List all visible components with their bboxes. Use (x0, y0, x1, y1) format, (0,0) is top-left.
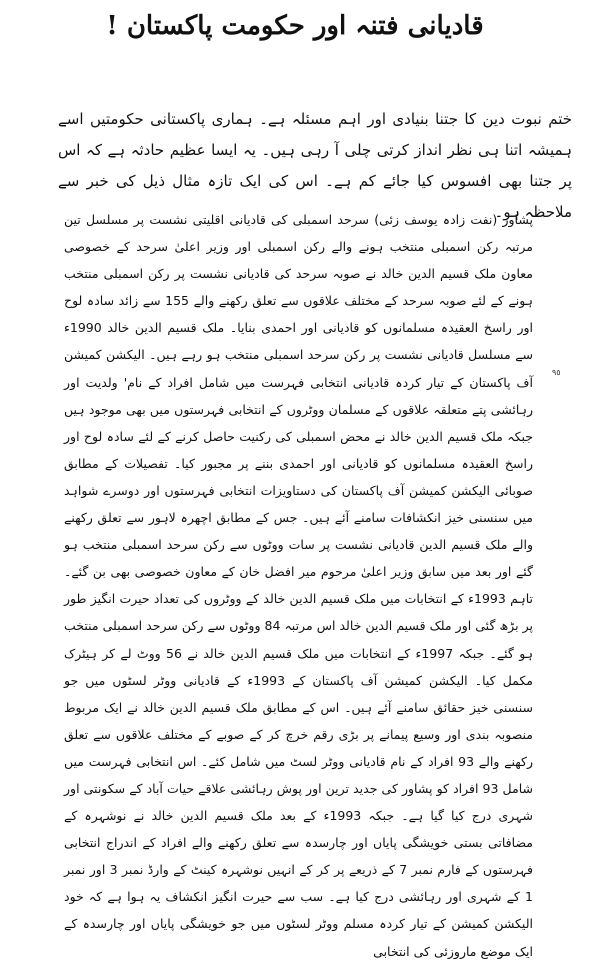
news-report (64, 206, 533, 965)
dateline: پشاور (نفت زادہ یوسف زئی) (374, 212, 533, 227)
news-body: سرحد اسمبلی کی قادیانی اقلیتی نشست پر مسلسل تین مرتبہ رکن اسمبلی منتخب ہونے والے رکن اسمبلی اور وزیر اعلیٰ سرحد کے خصوصی معاون ملک قسیم الدین خالد نے صوبہ سرحد کی قادیانی نشست پر رکن اسمبلی منتخب ہونے کے لئے صوبہ سرحد کے مختلف علاقوں سے تعلق رکھنے والے 155 سے زائد سادہ لوح اور راسخ العقیدہ مسلمانوں کو قادیانی اور احمدی بنایا۔ ملک قسیم الدین خالد 1990ء سے مسلسل قادیانی نشست پر رکن سرحد اسمبلی منتخب ہو رہے ہیں۔ الیکشن کمیشن آف پاکستان کے تیار کردہ قادیانی انتخابی فہرست میں شامل افراد کے نام' ولدیت اور رہائشی پتے متعلقہ علاقوں کے مسلمان ووٹروں کے انتخابی فہرستوں میں بھی موجود ہیں جبکہ ملک قسیم الدین خالد نے محض اسمبلی کی رکنیت حاصل کرنے کے لئے سادہ لوح اور راسخ العقیدہ مسلمانوں کو قادیانی اور احمدی بننے پر مجبور کیا۔ تفصیلات کے مطابق صوبائی الیکشن کمیشن آف پاکستان کی دستاویزات انتخابی فہرستوں اور دوسرے شواہد میں سنسنی خیز انکشافات سامنے آئے ہیں۔ جس کے مطابق اچھرہ لاہور سے تعلق رکھنے والے ملک قسیم الدین قادیانی نشست پر سات ووٹوں سے رکن سرحد اسمبلی منتخب ہو گئے اور بعد میں سابق وزیر اعلیٰ مرحوم میر افضل خان کے معاون خصوصی بھی بن گئے۔ تاہم 1993ء کے انتخابات میں ملک قسیم الدین خالد کے ووٹروں کی تعداد حیرت انگیز طور پر بڑھ گئی اور ملک قسیم الدین خالد اس مرتبہ 84 ووٹوں سے رکن سرحد اسمبلی منتخب ہو گئے۔ جبکہ 1997ء کے انتخابات میں ملک قسیم الدین خالد نے 56 ووٹ لے کر ہیٹرک مکمل کیا۔ الیکشن کمیشن آف پاکستان کے 1993ء کے قادیانی ووٹر لسٹوں میں جو سنسنی خیز حقائق سامنے آئے ہیں۔ اس کے مطابق ملک قسیم الدین خالد نے ایک مربوط منصوبہ بندی اور وسیع پیمانے پر بڑی رقم خرچ کر کے صوبے کے مختلف علاقوں سے تعلق رکھنے والے 93 افراد کے نام قادیانی ووٹر لسٹ میں شامل کئے۔ اس انتخابی فہرست میں شامل 93 افراد کو پشاور کی جدید ترین اور پوش رہائشی علاقے حیات آباد کے سکونتی اور شہری درج کیا گیا ہے۔ جبکہ 1993ء کے بعد ملک قسیم الدین خالد نے نوشہرہ کے مضافاتی بستی خویشگی پایاں اور چارسدہ سے تعلق رکھنے والے افراد کے اندراج انتخابی فہرستوں کے فارم نمبر 7 کے ذریعے پر کر کے انہیں نوشہرہ کینٹ کے وارڈ نمبر 3 اور نمبر 1 کے شہری اور رہائشی درج کیا ہے۔ سب سے حیرت انگیز انکشاف یہ ہوا ہے کہ خود الیکشن کمیشن کے تیار کردہ مسلم ووٹر لسٹوں میں جو خویشگی پایاں اور چارسدہ کے ایک موضع ماروزئی کی انتخابی (64, 212, 534, 959)
margin-mark: ٩٥ (552, 368, 561, 377)
intro-paragraph: ختم نبوت دین کا جتنا بنیادی اور اہم مسئلہ ہے۔ ہماری پاکستانی حکومتیں اسے ہمیشہ اتنا ہی نظر انداز کرتی چلی آ رہی ہیں۔ یہ ایسا عظیم حادثہ ہے کہ اس پر جتنا بھی افسوس کیا جائے کم ہے۔ اس کی ایک تازہ مثال ذیل کی خبر سے ملاحظہ ہو۔ (58, 110, 572, 221)
article-title: قادیانی فتنہ اور حکومت پاکستان ! (106, 11, 484, 41)
